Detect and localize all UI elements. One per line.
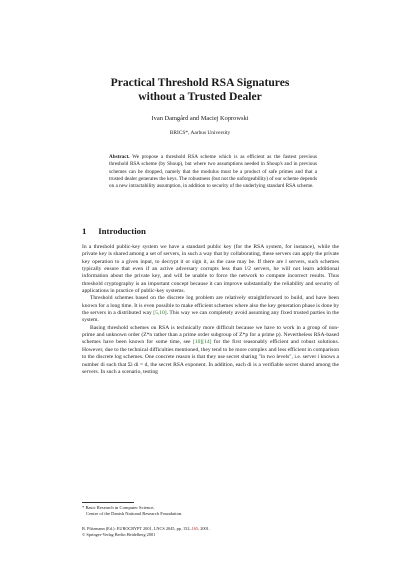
publication-info bbox=[82, 526, 339, 538]
body-text bbox=[82, 244, 339, 376]
section-heading bbox=[82, 226, 146, 236]
paragraph-2-text-a: Threshold schemes based on the discrete log problem are relatively straightforward to build, and have been known for a long time. It is even possible to make efficient schemes where also the key generation phase is done by the servers in a distributed way bbox=[82, 295, 339, 317]
abstract-label: Abstract. bbox=[109, 154, 130, 160]
publication-line-2: © Springer-Verlag Berlin Heidelberg 2001 bbox=[82, 532, 156, 537]
abstract-text: We propose a threshold RSA scheme which is as efficient as the fastest previous threshold RSA scheme (by Shoup), but where two assumptions needed in Shoup's and in previous schemes can be dropped, namely that the modulus must be a product of safe primes and that a trusted dealer generates the keys. The robustness (but not the unforgeability) of our scheme depends on a new intractability assumption, in addition to security of the underlying standard RSA scheme. bbox=[109, 154, 317, 190]
abstract bbox=[109, 154, 317, 191]
title-line-1: Practical Threshold RSA Signatures bbox=[110, 76, 290, 89]
paragraph-2-text-b: . This way we can completely avoid assuming any fixed trusted parties in the system. bbox=[82, 310, 339, 324]
paragraph-2 bbox=[82, 295, 339, 324]
publication-text-a: B. Pfitzmann (Ed.): EUROCRYPT 2001, LNCS 2045, pp. 152– bbox=[82, 526, 192, 531]
citation-link[interactable]: [10][14] bbox=[192, 339, 212, 346]
paragraph-3-text-a: Basing threshold schemes on RSA is technically more difficult because we have to work in a group of non-prime and unknown order (Z*n rather than a prime order subgroup of Z*p for a prime p). Nevertheless RSA-based schemes have been known for some time, see bbox=[82, 324, 339, 346]
paragraph-3-text-b: for the first reasonably efficient and robust solutions. However, due to the technical difficulties mentioned, they tend to be more complex and less efficient in comparison to the discrete log schemes. One concrete reason is that they use secret sharing "in two levels", i.e. server i knows a number di such that Σi di = d, the secret RSA exponent. In addition, each di is a verifiable secret shared among the servers. In such a scenario, testing bbox=[82, 339, 339, 375]
section-number: 1 bbox=[82, 226, 87, 236]
paper-title bbox=[0, 76, 400, 104]
title-line-2: without a Trusted Dealer bbox=[138, 90, 262, 103]
affiliation: BRICS*, Aarhus University bbox=[169, 130, 231, 136]
footnote bbox=[82, 505, 339, 517]
publication-text-b: , 2001. bbox=[198, 526, 210, 531]
footnote-line-1: * Basic Research in Computer Science, bbox=[82, 505, 155, 510]
footnote-line-2: Centre of the Danish National Research Foundation. bbox=[86, 511, 183, 516]
paragraph-3 bbox=[82, 325, 339, 376]
paragraph-1: In a threshold public-key system we have a standard public key (for the RSA system, for instance), while the private key is shared among a set of servers, in such a way that by collaborating, these servers can apply the private key operation to a given input, to decrypt it or sign it, as the case may be. If there are l servers, such schemes typically ensure that even if an active adversary corrupts less than l/2 servers, he will not learn additional information about the private key, and will be unable to force the network to compute incorrect results. Thus threshold cryptography is an important concept because it can improve substantially the reliability and security of applications in practice of public-key systems. bbox=[82, 244, 339, 295]
page-link[interactable]: 165 bbox=[191, 526, 199, 531]
footnote-rule bbox=[82, 502, 134, 503]
authors: Ivan Damgård and Maciej Koprowski bbox=[151, 115, 249, 122]
section-title: Introduction bbox=[98, 226, 146, 236]
citation-link[interactable]: [5,10] bbox=[153, 310, 167, 317]
